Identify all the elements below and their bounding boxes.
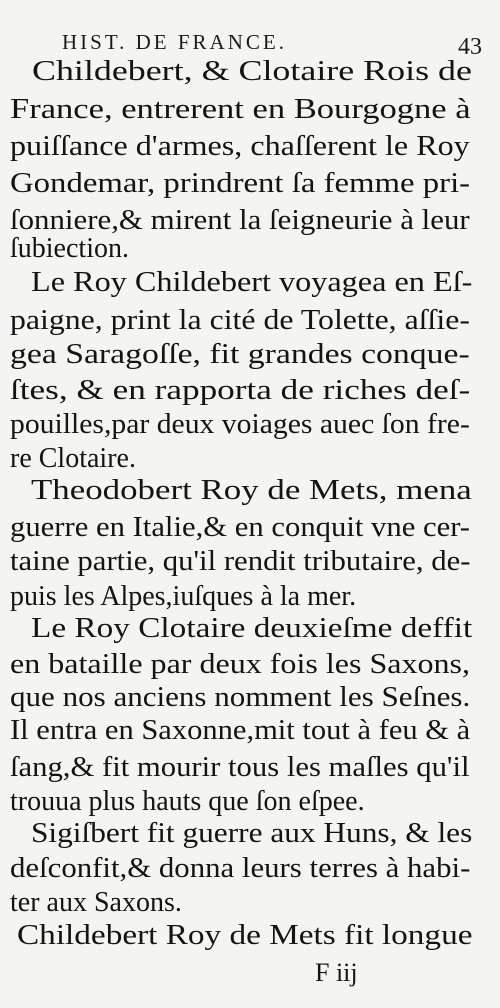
text-line: taine partie, qu'il rendit tributaire, de-	[10, 546, 471, 577]
text-line: ter aux Saxons.	[10, 887, 182, 918]
text-line: Gondemar, prindrent ſa femme pri-	[10, 168, 471, 199]
text-line: Childebert Roy de Mets fit longue	[17, 920, 473, 951]
text-line: puis les Alpes,iuſques à la mer.	[10, 581, 357, 612]
text-line: pouilles,par deux voiages auec ſon fre-	[10, 409, 470, 440]
text-line: ſang,& fit mourir tous les maſles qu'il	[10, 752, 470, 783]
text-line: deſconfit,& donna leurs terres à habi-	[10, 853, 471, 884]
text-line: puiſſance d'armes, chaſſerent le Roy	[10, 131, 470, 162]
text-line: ſonniere,& mirent la ſeigneurie à leur	[10, 205, 470, 236]
text-line: ſtes, & en rapporta de riches deſ-	[10, 375, 471, 406]
text-line: re Clotaire.	[10, 443, 136, 474]
text-line: ſubiection.	[10, 233, 129, 264]
page-number: 43	[458, 34, 482, 60]
text-line: Theodobert Roy de Mets, mena	[31, 475, 472, 506]
text-line: France, entrerent en Bourgogne à	[10, 94, 471, 125]
text-line: Le Roy Childebert voyagea en Eſ-	[31, 267, 473, 298]
text-line: trouua plus hauts que ſon eſpee.	[10, 786, 365, 817]
text-line: que nos anciens nomment les Seſnes.	[10, 682, 471, 713]
text-line: Childebert, & Clotaire Rois de	[32, 56, 472, 87]
text-line: guerre en Italie,& en conquit vne cer-	[10, 512, 471, 543]
text-line: Le Roy Clotaire deuxieſme deffit	[31, 613, 473, 644]
text-line: gea Saragoſſe, fit grandes conque-	[10, 339, 470, 370]
text-line: en bataille par deux fois les Saxons,	[10, 649, 471, 680]
text-line: Sigiſbert fit guerre aux Huns, & les	[31, 818, 473, 849]
running-head: HIST. DE FRANCE.	[62, 30, 287, 54]
text-line: Il entra en Saxonne,mit tout à feu & à	[10, 715, 471, 746]
signature-mark: F iij	[315, 958, 358, 987]
text-line: paigne, print la cité de Tolette, aſſie-	[10, 305, 470, 336]
